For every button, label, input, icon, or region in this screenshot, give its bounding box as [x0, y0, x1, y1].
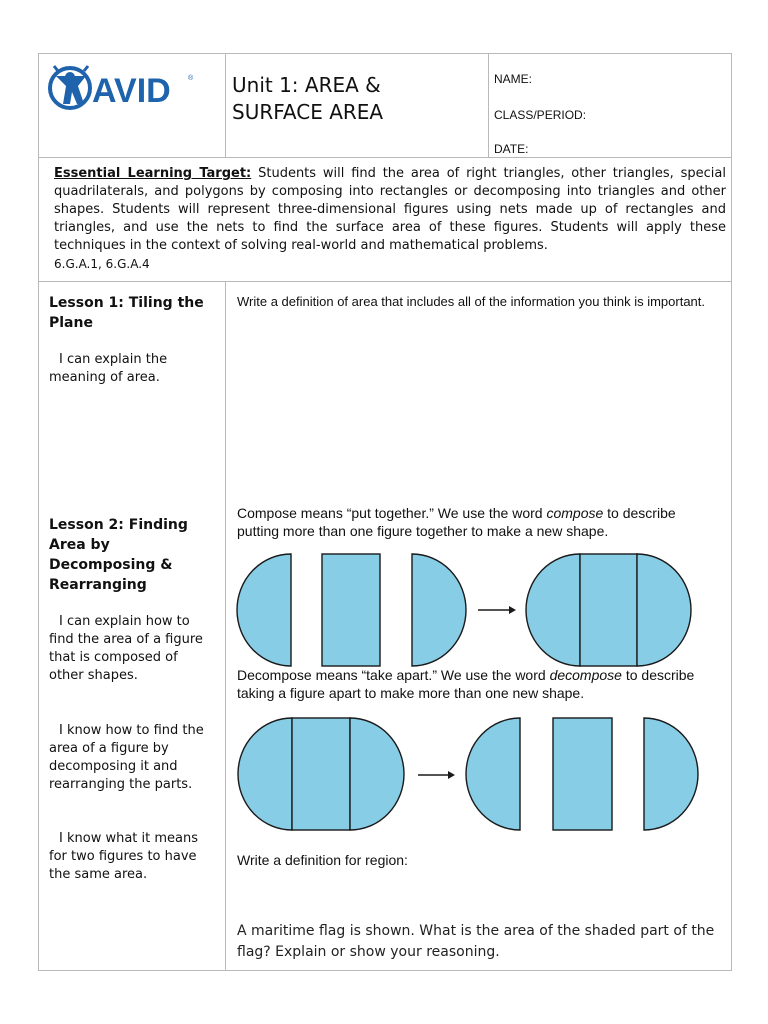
date-label: DATE:: [494, 142, 529, 156]
header-divider-1: [225, 53, 226, 158]
left-half-circle: [237, 554, 291, 666]
decompose-diagram: [235, 714, 725, 834]
lesson2-goal2: I know how to find the area of a figure by decomposing it and rearranging the parts.: [49, 723, 204, 792]
target-label: Essential Learning Target:: [54, 166, 252, 181]
name-label: NAME:: [494, 72, 533, 86]
avid-logo: [48, 62, 200, 114]
compose-word: compose: [546, 505, 604, 521]
unit-title-line1: Unit 1: AREA &: [232, 73, 381, 97]
composed-rectangle: [580, 554, 637, 666]
split-left-half: [466, 718, 520, 830]
target-bottom-rule: [38, 281, 732, 282]
right-arrow-icon: [418, 771, 455, 779]
whole-right-half: [350, 718, 404, 830]
split-right-half: [644, 718, 698, 830]
split-rectangle: [553, 718, 612, 830]
avid-person-icon: [48, 62, 200, 114]
lesson2-title: Lesson 2: Finding Area by Decomposing & Rearranging: [49, 517, 188, 593]
decompose-definition: Decompose means “take apart.” We use the word decompose to describe taking a figure apart to make more than one new shape.: [237, 667, 695, 701]
whole-rectangle: [292, 718, 350, 830]
target-text: Students will find the area of right triangles, other triangles, special quadrilaterals, and polygons by composing into rectangles or decomposing into triangles and other shapes. Students will represent three-dimensional figures using nets made up of rectangles and triangles, and use the nets to find the surface area of these figures. Students will apply these techniques in the context of solving real-world and mathematical problems.: [54, 166, 726, 253]
lesson2-goal1: I can explain how to find the area of a figure that is composed of other shapes.: [49, 614, 203, 683]
right-half-circle: [412, 554, 466, 666]
lesson1-goal: I can explain the meaning of area.: [49, 352, 168, 385]
lesson1-prompt: Write a definition of area that includes all of the information you think is important.: [237, 294, 706, 309]
whole-left-half: [238, 718, 292, 830]
header-bottom-rule: [38, 157, 732, 158]
region-prompt: Write a definition for region:: [237, 852, 408, 868]
essential-learning-target: [54, 165, 726, 274]
logo-text: AVID: [92, 72, 171, 110]
right-arrow-icon: [478, 606, 516, 614]
target-standards: 6.G.A.1, 6.G.A.4: [54, 257, 150, 271]
unit-title: [232, 72, 482, 126]
svg-text:®: ®: [188, 75, 194, 82]
maritime-flag-question: A maritime flag is shown. What is the area of the shaded part of the flag? Explain or show your reasoning.: [237, 923, 715, 960]
lesson2-goal3: I know what it means for two figures to have the same area.: [49, 831, 199, 882]
composed-left-half: [526, 554, 580, 666]
compose-definition: Compose means “put together.” We use the word compose to describe putting more than one figure together to make a new shape.: [237, 505, 676, 539]
compose-diagram: [235, 550, 725, 670]
header-divider-2: [488, 53, 489, 158]
lesson1-title: Lesson 1: Tiling the Plane: [49, 295, 204, 331]
composed-right-half: [637, 554, 691, 666]
middle-rectangle: [322, 554, 380, 666]
unit-title-line2: SURFACE AREA: [232, 100, 384, 124]
class-period-label: CLASS/PERIOD:: [494, 108, 587, 122]
decompose-word: decompose: [549, 667, 622, 683]
lesson-column-divider: [225, 281, 226, 971]
